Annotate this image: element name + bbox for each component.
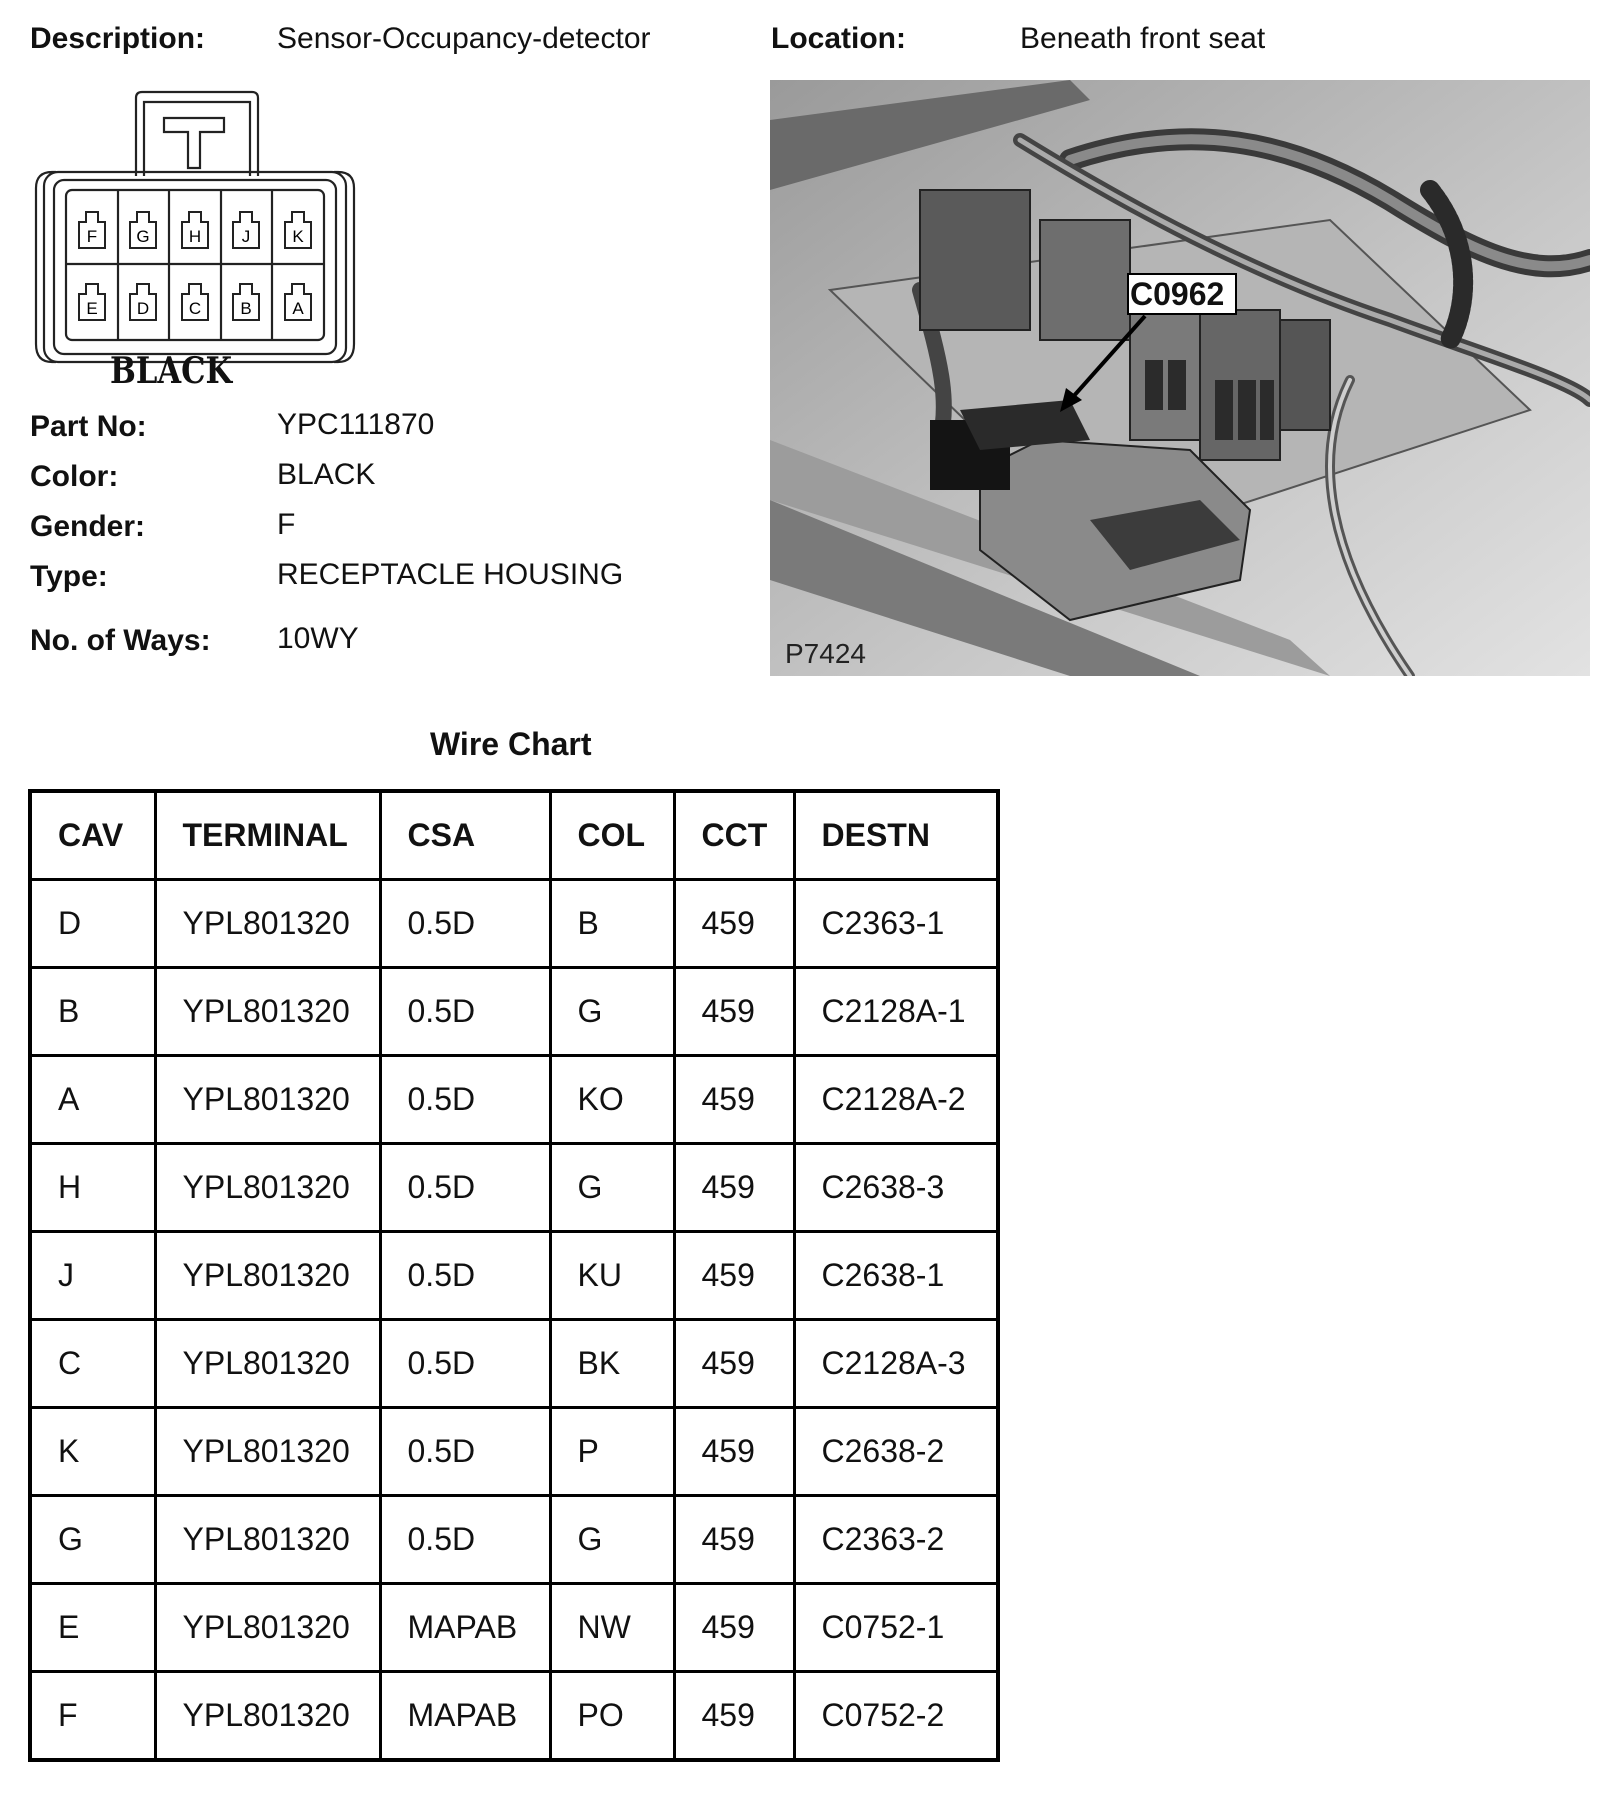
connector-pin-label: A xyxy=(292,299,304,318)
connector-pin-label: D xyxy=(136,299,150,318)
table-cell: 459 xyxy=(674,1496,794,1584)
connector-pin xyxy=(79,212,105,248)
table-cell: YPL801320 xyxy=(155,1672,380,1761)
table-cell: B xyxy=(30,968,155,1056)
detail-label: Gender: xyxy=(30,510,146,543)
detail-label: Part No: xyxy=(30,410,147,443)
table-cell: 459 xyxy=(674,968,794,1056)
connector-pin xyxy=(233,284,259,320)
table-cell: 0.5D xyxy=(380,1144,550,1232)
table-cell: YPL801320 xyxy=(155,1056,380,1144)
location-photo xyxy=(770,80,1590,676)
connector-pin xyxy=(285,212,311,248)
table-cell: C2128A-3 xyxy=(794,1320,998,1408)
table-cell: E xyxy=(30,1584,155,1672)
table-row xyxy=(30,1320,998,1408)
table-cell: B xyxy=(550,880,674,968)
location-label: Location: xyxy=(771,22,906,55)
table-cell: 0.5D xyxy=(380,1056,550,1144)
connector-pin-label: H xyxy=(188,227,202,246)
table-cell: 0.5D xyxy=(380,1320,550,1408)
table-cell: 0.5D xyxy=(380,1496,550,1584)
connector-pin-label: F xyxy=(86,227,98,246)
table-row xyxy=(30,1584,998,1672)
table-cell: YPL801320 xyxy=(155,1584,380,1672)
table-cell: PO xyxy=(550,1672,674,1761)
table-cell: 459 xyxy=(674,1408,794,1496)
table-cell: C xyxy=(30,1320,155,1408)
detail-value: 10WY xyxy=(277,622,359,655)
connector-pin xyxy=(233,212,259,248)
table-cell: D xyxy=(30,880,155,968)
table-cell: 459 xyxy=(674,1672,794,1761)
table-row xyxy=(30,1144,998,1232)
table-cell: J xyxy=(30,1232,155,1320)
table-cell: G xyxy=(550,1144,674,1232)
table-row xyxy=(30,1672,998,1761)
table-cell: F xyxy=(30,1672,155,1761)
connector-pin xyxy=(285,284,311,320)
table-cell: 459 xyxy=(674,1056,794,1144)
detail-value: YPC111870 xyxy=(277,408,435,441)
table-cell: 459 xyxy=(674,1320,794,1408)
connector-pin-label: C xyxy=(188,299,202,318)
detail-value: F xyxy=(277,508,296,541)
connector-callout-label: C0962 xyxy=(1130,276,1225,312)
table-cell: 459 xyxy=(674,1584,794,1672)
table-row xyxy=(30,880,998,968)
connector-pins xyxy=(79,212,311,320)
table-cell: C2638-1 xyxy=(794,1232,998,1320)
table-row xyxy=(30,1056,998,1144)
table-cell: 459 xyxy=(674,1144,794,1232)
table-row xyxy=(30,968,998,1056)
detail-label: Type: xyxy=(30,560,108,593)
connector-pin xyxy=(130,212,156,248)
table-cell: C2363-1 xyxy=(794,880,998,968)
table-cell: 0.5D xyxy=(380,1408,550,1496)
table-row xyxy=(30,1496,998,1584)
table-cell: G xyxy=(550,1496,674,1584)
wire-chart-title: Wire Chart xyxy=(430,726,592,762)
connector-pin-label: B xyxy=(240,299,252,318)
table-cell: C2638-2 xyxy=(794,1408,998,1496)
detail-value: RECEPTACLE HOUSING xyxy=(277,558,624,591)
connector-pin-label: G xyxy=(136,227,150,246)
table-row xyxy=(30,1232,998,1320)
table-cell: YPL801320 xyxy=(155,1232,380,1320)
table-cell: G xyxy=(30,1496,155,1584)
figure-id: P7424 xyxy=(785,638,866,669)
table-cell: 0.5D xyxy=(380,1232,550,1320)
wire-chart-body xyxy=(30,880,998,1761)
table-cell: KO xyxy=(550,1056,674,1144)
table-cell: A xyxy=(30,1056,155,1144)
detail-label: No. of Ways: xyxy=(30,624,211,657)
column-header: TERMINAL xyxy=(155,791,380,880)
description-label: Description: xyxy=(30,22,206,55)
column-header: COL xyxy=(550,791,674,880)
connector-pin xyxy=(182,284,208,320)
connector-color-caption: BLACK xyxy=(110,350,233,392)
connector-pin-label: K xyxy=(292,227,304,246)
table-cell: MAPAB xyxy=(380,1584,550,1672)
table-cell: YPL801320 xyxy=(155,1496,380,1584)
column-header: CSA xyxy=(380,791,550,880)
table-cell: C2638-3 xyxy=(794,1144,998,1232)
connector-pin xyxy=(79,284,105,320)
table-cell: H xyxy=(30,1144,155,1232)
table-cell: YPL801320 xyxy=(155,1144,380,1232)
table-cell: G xyxy=(550,968,674,1056)
table-cell: 459 xyxy=(674,1232,794,1320)
connector-pin-label: E xyxy=(86,299,98,318)
table-cell: K xyxy=(30,1408,155,1496)
table-cell: 459 xyxy=(674,880,794,968)
column-header: CAV xyxy=(30,791,155,880)
table-cell: NW xyxy=(550,1584,674,1672)
detail-value: BLACK xyxy=(277,458,376,491)
table-cell: KU xyxy=(550,1232,674,1320)
table-cell: 0.5D xyxy=(380,968,550,1056)
table-cell: MAPAB xyxy=(380,1672,550,1761)
table-cell: YPL801320 xyxy=(155,1408,380,1496)
wire-chart-table xyxy=(28,789,1000,1762)
table-cell: C2128A-2 xyxy=(794,1056,998,1144)
location-value: Beneath front seat xyxy=(1020,22,1266,55)
table-cell: BK xyxy=(550,1320,674,1408)
wire-chart-header-row xyxy=(30,791,998,880)
connector-pin-label: J xyxy=(241,227,251,246)
table-cell: YPL801320 xyxy=(155,880,380,968)
connector-pin xyxy=(130,284,156,320)
table-cell: P xyxy=(550,1408,674,1496)
table-cell: C2363-2 xyxy=(794,1496,998,1584)
table-row xyxy=(30,1408,998,1496)
table-cell: YPL801320 xyxy=(155,968,380,1056)
table-cell: C2128A-1 xyxy=(794,968,998,1056)
table-cell: C0752-1 xyxy=(794,1584,998,1672)
table-cell: YPL801320 xyxy=(155,1320,380,1408)
table-cell: C0752-2 xyxy=(794,1672,998,1761)
column-header: CCT xyxy=(674,791,794,880)
table-cell: 0.5D xyxy=(380,880,550,968)
detail-label: Color: xyxy=(30,460,119,493)
description-value: Sensor-Occupancy-detector xyxy=(277,22,651,55)
connector-pin xyxy=(182,212,208,248)
column-header: DESTN xyxy=(794,791,998,880)
